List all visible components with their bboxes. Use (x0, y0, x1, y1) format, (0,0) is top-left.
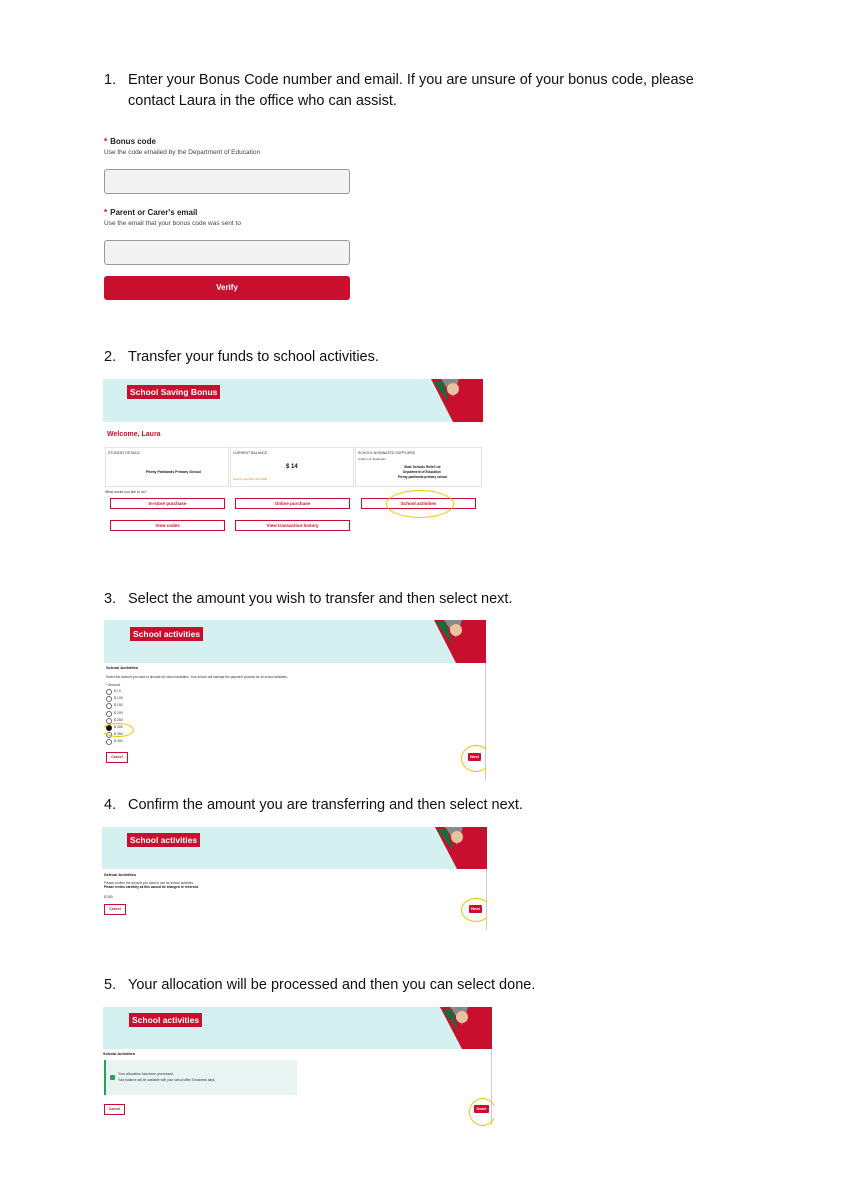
required-mark: * (104, 137, 108, 146)
allocation-done-screenshot (103, 1007, 494, 1127)
view-codes-button[interactable]: View codes (110, 520, 225, 531)
confirm-amount: $ 300 (104, 895, 113, 899)
cancel-button[interactable]: Cancel (106, 752, 128, 763)
amount-label: * Amount (106, 683, 121, 687)
suppliers-header: SCHOOL NOMINATED SUPPLIERS (358, 451, 415, 455)
email-input[interactable] (104, 240, 350, 265)
dashboard-screenshot (103, 379, 483, 534)
amount-radio[interactable] (106, 739, 112, 745)
amount-option-label: $ 200 (114, 710, 123, 715)
step-number: 3. (104, 591, 117, 607)
step-text-continued: contact Laura in the office who can assist. (128, 93, 397, 109)
banner-title: School activities (129, 1013, 202, 1027)
cancel-button[interactable]: Cancel (104, 904, 126, 915)
banner (104, 620, 486, 663)
step-5-instruction (104, 975, 535, 996)
step-number: 1. (104, 72, 117, 88)
welcome-heading: Welcome, Laura (107, 431, 161, 438)
supplier-item: State Schools Relief Ltd (404, 465, 441, 469)
check-icon (110, 1075, 115, 1080)
step-4-instruction (104, 795, 523, 816)
suppliers-card (355, 447, 482, 487)
balance-value: $ 14 (286, 464, 298, 470)
balance-note: Spend your $14 until 30th (233, 477, 268, 481)
amount-option-label: $ 300 (114, 725, 123, 729)
step-text: Select the amount you wish to transfer and then select next. (128, 591, 513, 607)
banner-graphic-icon (423, 827, 487, 869)
in-store-purchase-button[interactable]: In-store purchase (110, 498, 225, 509)
balance-card (230, 447, 354, 487)
highlight-circle (469, 1098, 494, 1126)
section-heading: School Activities (104, 872, 137, 877)
bonus-code-input[interactable] (104, 169, 350, 194)
banner-title: School activities (127, 833, 200, 847)
banner-title: School Saving Bonus (127, 385, 220, 399)
amount-radio[interactable] (106, 703, 112, 709)
success-alert (104, 1060, 297, 1095)
banner-graphic-icon (419, 379, 483, 422)
supplier-item: Plenty parklands primary school (398, 475, 448, 479)
student-details-header: STUDENT DETAILS (108, 451, 140, 455)
step-number: 2. (104, 349, 117, 365)
done-button[interactable]: Done (474, 1105, 489, 1113)
online-purchase-button[interactable]: Online purchase (235, 498, 350, 509)
student-school: Plenty Parklands Primary School (146, 470, 201, 474)
supplier-item: Department of Education (403, 470, 441, 474)
step-1-instruction (104, 70, 744, 112)
bonus-code-label: * Bonus code (104, 137, 156, 146)
bonus-code-help: Use the code emailed by the Department of Education (104, 149, 261, 156)
confirm-warning: Please review carefully as this cannot be changed or reversed. (104, 885, 199, 889)
amount-radio[interactable] (106, 689, 112, 695)
banner (103, 1007, 492, 1049)
student-details-card (105, 447, 229, 487)
amount-option-label: $ 400 (114, 739, 123, 744)
banner-graphic-icon (428, 1007, 492, 1049)
email-label: * Parent or Carer's email (104, 208, 198, 217)
banner-graphic-icon (422, 620, 486, 663)
action-prompt: What would you like to do? (105, 490, 147, 494)
step-number: 5. (104, 977, 117, 993)
school-activities-button[interactable]: School activities (361, 498, 476, 509)
step-3-instruction (104, 589, 512, 610)
highlight-circle (386, 490, 454, 518)
amount-radio[interactable] (106, 711, 112, 717)
required-mark: * (104, 208, 108, 217)
banner-title: School activities (130, 627, 203, 641)
amount-option-label: $ 250 (114, 717, 123, 722)
step-2-instruction (104, 347, 379, 368)
step-text: Transfer your funds to school activities. (128, 349, 379, 365)
step-text: Your allocation will be processed and then you can select done. (128, 977, 536, 993)
alert-body: Your balance will be available with your school after 3 business days. (118, 1078, 216, 1082)
step-number: 4. (104, 797, 117, 813)
amount-option-label: $ 10 (114, 689, 121, 693)
panel-edge (486, 869, 487, 930)
banner (102, 827, 487, 869)
select-amount-screenshot (104, 620, 486, 781)
step-text: Confirm the amount you are transferring and then select next. (128, 797, 523, 813)
next-button[interactable]: Next (468, 753, 481, 761)
suppliers-sub: Uniform & Textbooks (358, 457, 386, 461)
section-heading: School Activities (106, 665, 139, 670)
section-heading: School Activities (103, 1051, 136, 1056)
amount-option-label: $ 350 (114, 732, 123, 737)
section-description: Select the amount you want to allocate for school activities. Your school will manage the payment process for all school activities. (106, 675, 288, 679)
amount-option-label: $ 100 (114, 696, 123, 701)
verify-button[interactable]: Verify (104, 276, 350, 300)
highlight-circle (461, 745, 486, 772)
alert-title: Your allocation has been processed (118, 1072, 174, 1076)
step-text: Enter your Bonus Code number and email. If you are unsure of your bonus code, please (128, 72, 694, 88)
banner (103, 379, 483, 422)
bonus-code-form (104, 137, 350, 300)
email-help: Use the email that your bonus code was sent to (104, 220, 241, 227)
confirm-amount-screenshot (102, 827, 487, 930)
amount-option-label: $ 150 (114, 703, 123, 708)
cancel-button[interactable]: Cancel (104, 1104, 125, 1115)
view-transaction-history-button[interactable]: View transaction history (235, 520, 350, 531)
highlight-circle (461, 898, 487, 922)
amount-radio[interactable] (106, 696, 112, 702)
confirm-line: Please confirm the amount you want to use for school activities. (104, 881, 194, 885)
balance-header: CURRENT BALANCE (233, 451, 268, 455)
highlight-circle (104, 723, 134, 737)
next-button[interactable]: Next (469, 905, 482, 913)
